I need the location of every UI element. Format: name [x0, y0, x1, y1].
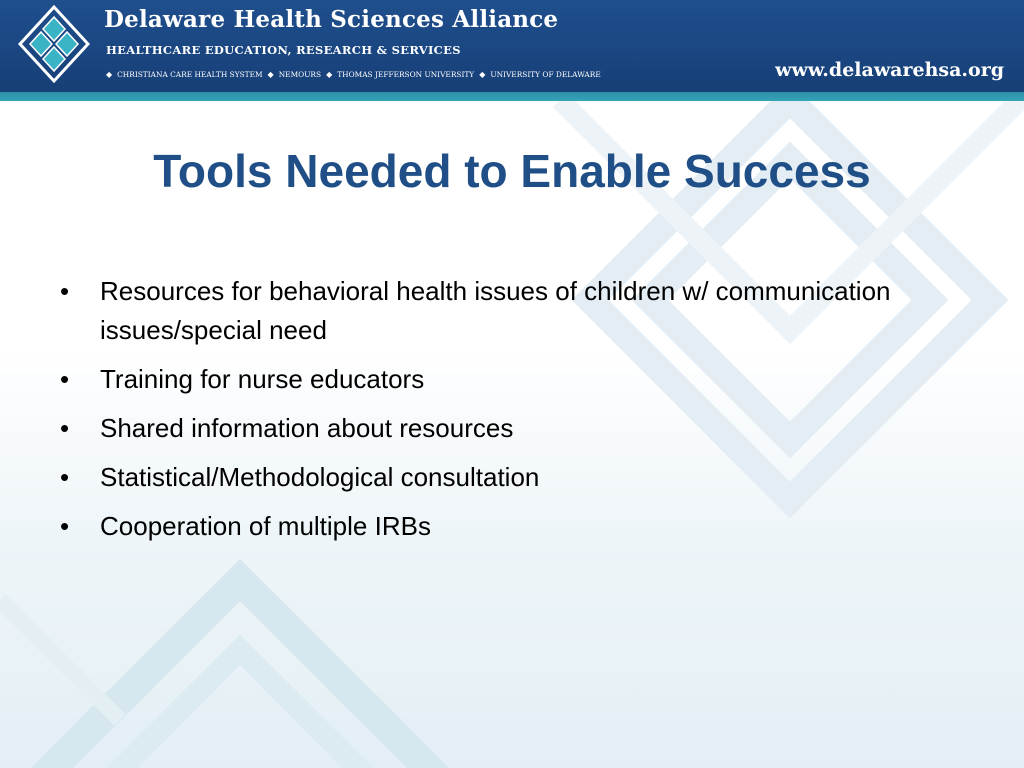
partner-thomas-jefferson: THOMAS JEFFERSON UNIVERSITY: [337, 70, 475, 79]
organization-tagline: HEALTHCARE EDUCATION, RESEARCH & SERVICES: [106, 43, 461, 57]
bullet-icon: •: [60, 511, 70, 541]
partner-separator-icon: ◆: [106, 69, 113, 79]
bullet-item: [60, 409, 940, 448]
organization-name: Delaware Health Sciences Alliance: [104, 6, 559, 33]
bullet-text: Resources for behavioral health issues of children w/ communication issues/special need: [100, 276, 891, 345]
website-url: www.delawarehsa.org: [775, 59, 1004, 81]
partner-list: [106, 70, 601, 79]
bullet-text: Training for nurse educators: [100, 364, 425, 394]
bullet-text: Cooperation of multiple IRBs: [100, 511, 431, 541]
partner-separator-icon: ◆: [326, 69, 333, 79]
bullet-text: Shared information about resources: [100, 413, 514, 443]
bullet-item: [60, 507, 940, 546]
slide-title: Tools Needed to Enable Success: [153, 145, 871, 197]
bullet-icon: •: [60, 364, 70, 394]
bullet-item: [60, 272, 940, 350]
bullet-icon: •: [60, 276, 70, 306]
partner-university-of-delaware: UNIVERSITY OF DELAWARE: [490, 70, 601, 79]
bullet-text: Statistical/Methodological consultation: [100, 462, 540, 492]
bullet-item: [60, 360, 940, 399]
header-banner: [0, 0, 1024, 92]
partner-separator-icon: ◆: [479, 69, 486, 79]
partner-nemours: NEMOURS: [278, 70, 322, 79]
partner-separator-icon: ◆: [267, 69, 274, 79]
diamond-logo-icon: [18, 5, 90, 83]
bullet-list: [60, 272, 940, 556]
header-accent-stripe: [0, 92, 1024, 101]
bullet-item: [60, 458, 940, 497]
partner-christiana-care: CHRISTIANA CARE HEALTH SYSTEM: [117, 70, 263, 79]
bullet-icon: •: [60, 413, 70, 443]
bullet-icon: •: [60, 462, 70, 492]
